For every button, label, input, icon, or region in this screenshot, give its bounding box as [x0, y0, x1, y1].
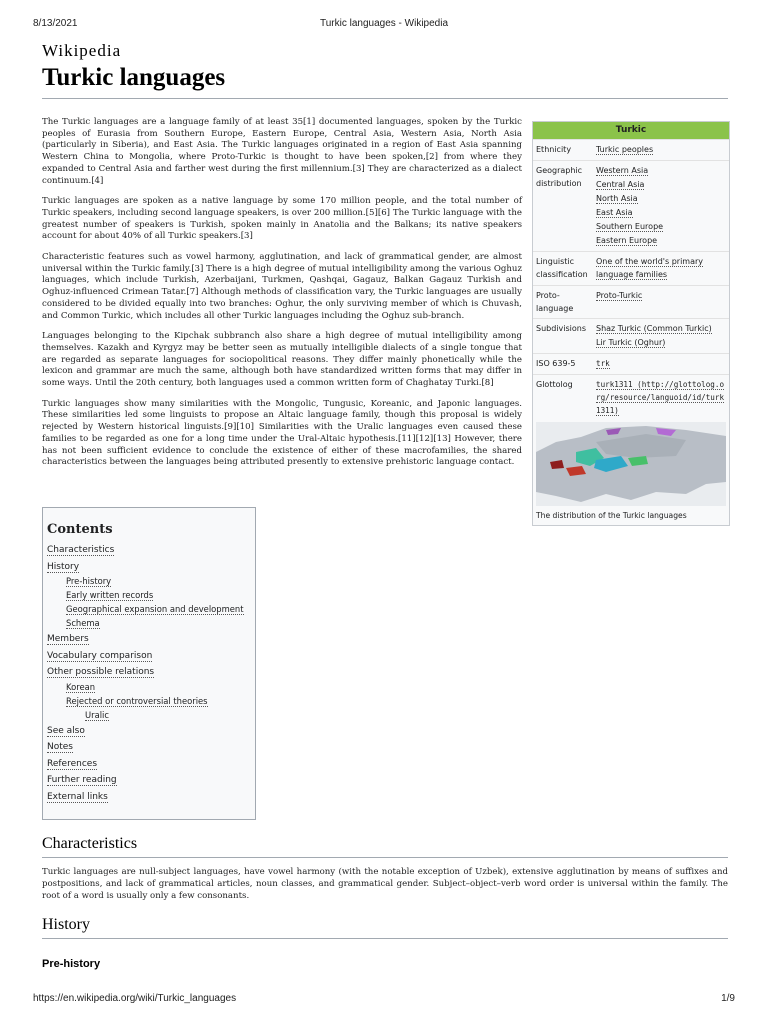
infobox-link[interactable]: East Asia [596, 208, 633, 217]
infobox-link[interactable]: Southern Europe [596, 222, 664, 231]
infobox-label: Subdivisions [536, 324, 587, 333]
distribution-map-image[interactable] [536, 422, 726, 506]
infobox-title: Turkic [533, 122, 729, 139]
characteristics-paragraph: Turkic languages are null-subject languages, have vowel harmony (with the notable exception of Uzbek), extensive agglutination by means of suffixes and postpositions, and lack of grammatical articles, noun classes, and grammatical gender. Subject–object–verb word order is universal within the family. The root of a word is usually only a few consonants. [42, 867, 728, 901]
table-of-contents [42, 507, 256, 820]
infobox-label: Proto-language [536, 291, 574, 313]
toc-item-see-also[interactable]: See also [47, 725, 85, 736]
infobox-row-glottolog [533, 374, 729, 420]
toc-item-schema[interactable]: Schema [66, 618, 100, 628]
lead-paragraph: Characteristic features such as vowel harmony, agglutination, and lack of grammatical gender, are almost universal within the Turkic family.[3] There is a high degree of mutual intelligibility among the various Oghuz languages, which include Turkish, Azerbaijani, Turkmen, Qashqai, Gagauz, Balkan Gagauz Turkish and Oghuz-influenced Crimean Tatar.[7] Although methods of classification vary, the Turkic languages are usually considered to be divided equally into two branches: Oghur, the only surviving member of which is Chuvash, and Common Turkic, which includes all other Turkic languages including the Oghuz sub-branch. [42, 252, 522, 321]
map-graphic [536, 422, 726, 506]
lead-paragraph: Turkic languages show many similarities with the Mongolic, Tungusic, Koreanic, and Japonic languages. These similarities led some linguists to propose an Altaic language family, though this proposal is widely rejected by Western historical linguists.[9][10] Similarities with the Uralic languages even caused these families to be regarded as one for a long time under the Ural-Altaic hypothesis.[11][12][13] However, there has not been sufficient evidence to conclude the existence of either of these macrofamilies, the shared characteristics between the languages being attributed presently to extensive prehistoric language contact. [42, 398, 522, 468]
toc-item-early-written-records[interactable]: Early written records [66, 590, 154, 600]
subsection-heading-pre-history: Pre-history [42, 958, 101, 970]
lead-paragraph: Turkic languages are spoken as a native language by some 170 million people, and the total number of Turkic speakers, including second language speakers, is over 200 million.[5][6] The Turkic language with the greatest number of speakers is Turkish, spoken mainly in Anatolia and the Balkans; its native speakers account for about 40% of all Turkic speakers.[3] [42, 196, 522, 242]
toc-item-other-possible-relations[interactable]: Other possible relations [47, 667, 155, 677]
infobox-row-geographic-distribution [533, 160, 729, 251]
infobox [532, 121, 730, 526]
infobox-link[interactable]: Central Asia [596, 180, 645, 189]
print-url: https://en.wikipedia.org/wiki/Turkic_languages [33, 993, 237, 1004]
infobox-link[interactable]: Proto-Turkic [596, 291, 643, 300]
toc-title: Contents [47, 522, 113, 537]
infobox-row-linguistic-classification [533, 251, 729, 285]
print-page-counter: 1/9 [721, 993, 735, 1004]
infobox-link[interactable]: North Asia [596, 194, 638, 203]
infobox-link[interactable]: Eastern Europe [596, 236, 658, 245]
toc-item-characteristics[interactable]: Characteristics [47, 545, 115, 555]
wikipedia-logo[interactable]: Wikipedia [42, 41, 122, 60]
infobox-link[interactable]: Turkic peoples [596, 145, 654, 154]
infobox-row-proto-language [533, 285, 729, 318]
lead-paragraph: Languages belonging to the Kipchak subbranch also share a high degree of mutual intelligibility among themselves. Kazakh and Kyrgyz may be better seen as mutually intelligible dialects of a single tongue that are regarded as separate languages for sociopolitical reasons. They differ mainly phonetically while the lexicon and grammar are much the same, although both have standardized written forms that may differ in some ways. Until the 20th century, both languages used a common written form of Chaghatay Turki.[8] [42, 331, 522, 389]
print-date: 8/13/2021 [33, 18, 78, 29]
toc-item-external-links[interactable]: External links [47, 791, 108, 802]
toc-item-rejected-theories[interactable]: Rejected or controversial theories [66, 695, 208, 706]
page-title: Turkic languages [42, 60, 728, 99]
infobox-link[interactable]: turk1311 (http://glottolog.org/resource/languoid/id/turk1311) [596, 380, 725, 415]
infobox-label: ISO 639-5 [536, 359, 576, 368]
toc-item-further-reading[interactable]: Further reading [47, 775, 117, 785]
infobox-link[interactable]: Lir Turkic (Oghur) [596, 338, 666, 347]
lead-section [42, 117, 522, 478]
toc-item-history[interactable]: History [47, 561, 80, 572]
map-caption: The distribution of the Turkic languages [536, 511, 687, 520]
infobox-label: Ethnicity [536, 145, 572, 154]
toc-item-uralic[interactable]: Uralic [85, 709, 109, 720]
toc-item-vocabulary-comparison[interactable]: Vocabulary comparison [47, 650, 153, 661]
infobox-label: Linguistic classification [536, 257, 588, 279]
infobox-link[interactable]: trk [596, 359, 610, 368]
toc-item-members[interactable]: Members [47, 634, 89, 644]
toc-item-references[interactable]: References [47, 758, 98, 769]
infobox-label: Geographic distribution [536, 166, 583, 188]
toc-item-notes[interactable]: Notes [47, 742, 73, 752]
section-heading-characteristics: Characteristics [42, 835, 728, 858]
lead-paragraph: The Turkic languages are a language family of at least 35[1] documented languages, spoken by the Turkic peoples of Eurasia from Southern Europe, Eastern Europe, Central Asia, Western Asia, North Asia (particularly in Siberia), and East Asia. The Turkic languages originated in a region of East Asia spanning Western China to Mongolia, where Proto-Turkic is thought to have been spoken,[2] from where they expanded to Central Asia and farther west during the first millennium.[3] They are characterized as a dialect continuum.[4] [42, 117, 522, 186]
infobox-row-ethnicity [533, 139, 729, 160]
infobox-link[interactable]: Western Asia [596, 166, 649, 175]
section-heading-history: History [42, 916, 728, 939]
toc-item-pre-history[interactable]: Pre-history [66, 576, 112, 586]
infobox-link[interactable]: One of the world's primary language families [596, 257, 704, 279]
infobox-label: Glottolog [536, 380, 573, 389]
infobox-row-subdivisions [533, 318, 729, 353]
infobox-link[interactable]: Shaz Turkic (Common Turkic) [596, 324, 712, 333]
toc-item-korean[interactable]: Korean [66, 681, 96, 692]
toc-item-geographical-expansion[interactable]: Geographical expansion and development [66, 604, 244, 614]
print-page-title: Turkic languages - Wikipedia [319, 18, 449, 29]
infobox-row-iso [533, 353, 729, 374]
